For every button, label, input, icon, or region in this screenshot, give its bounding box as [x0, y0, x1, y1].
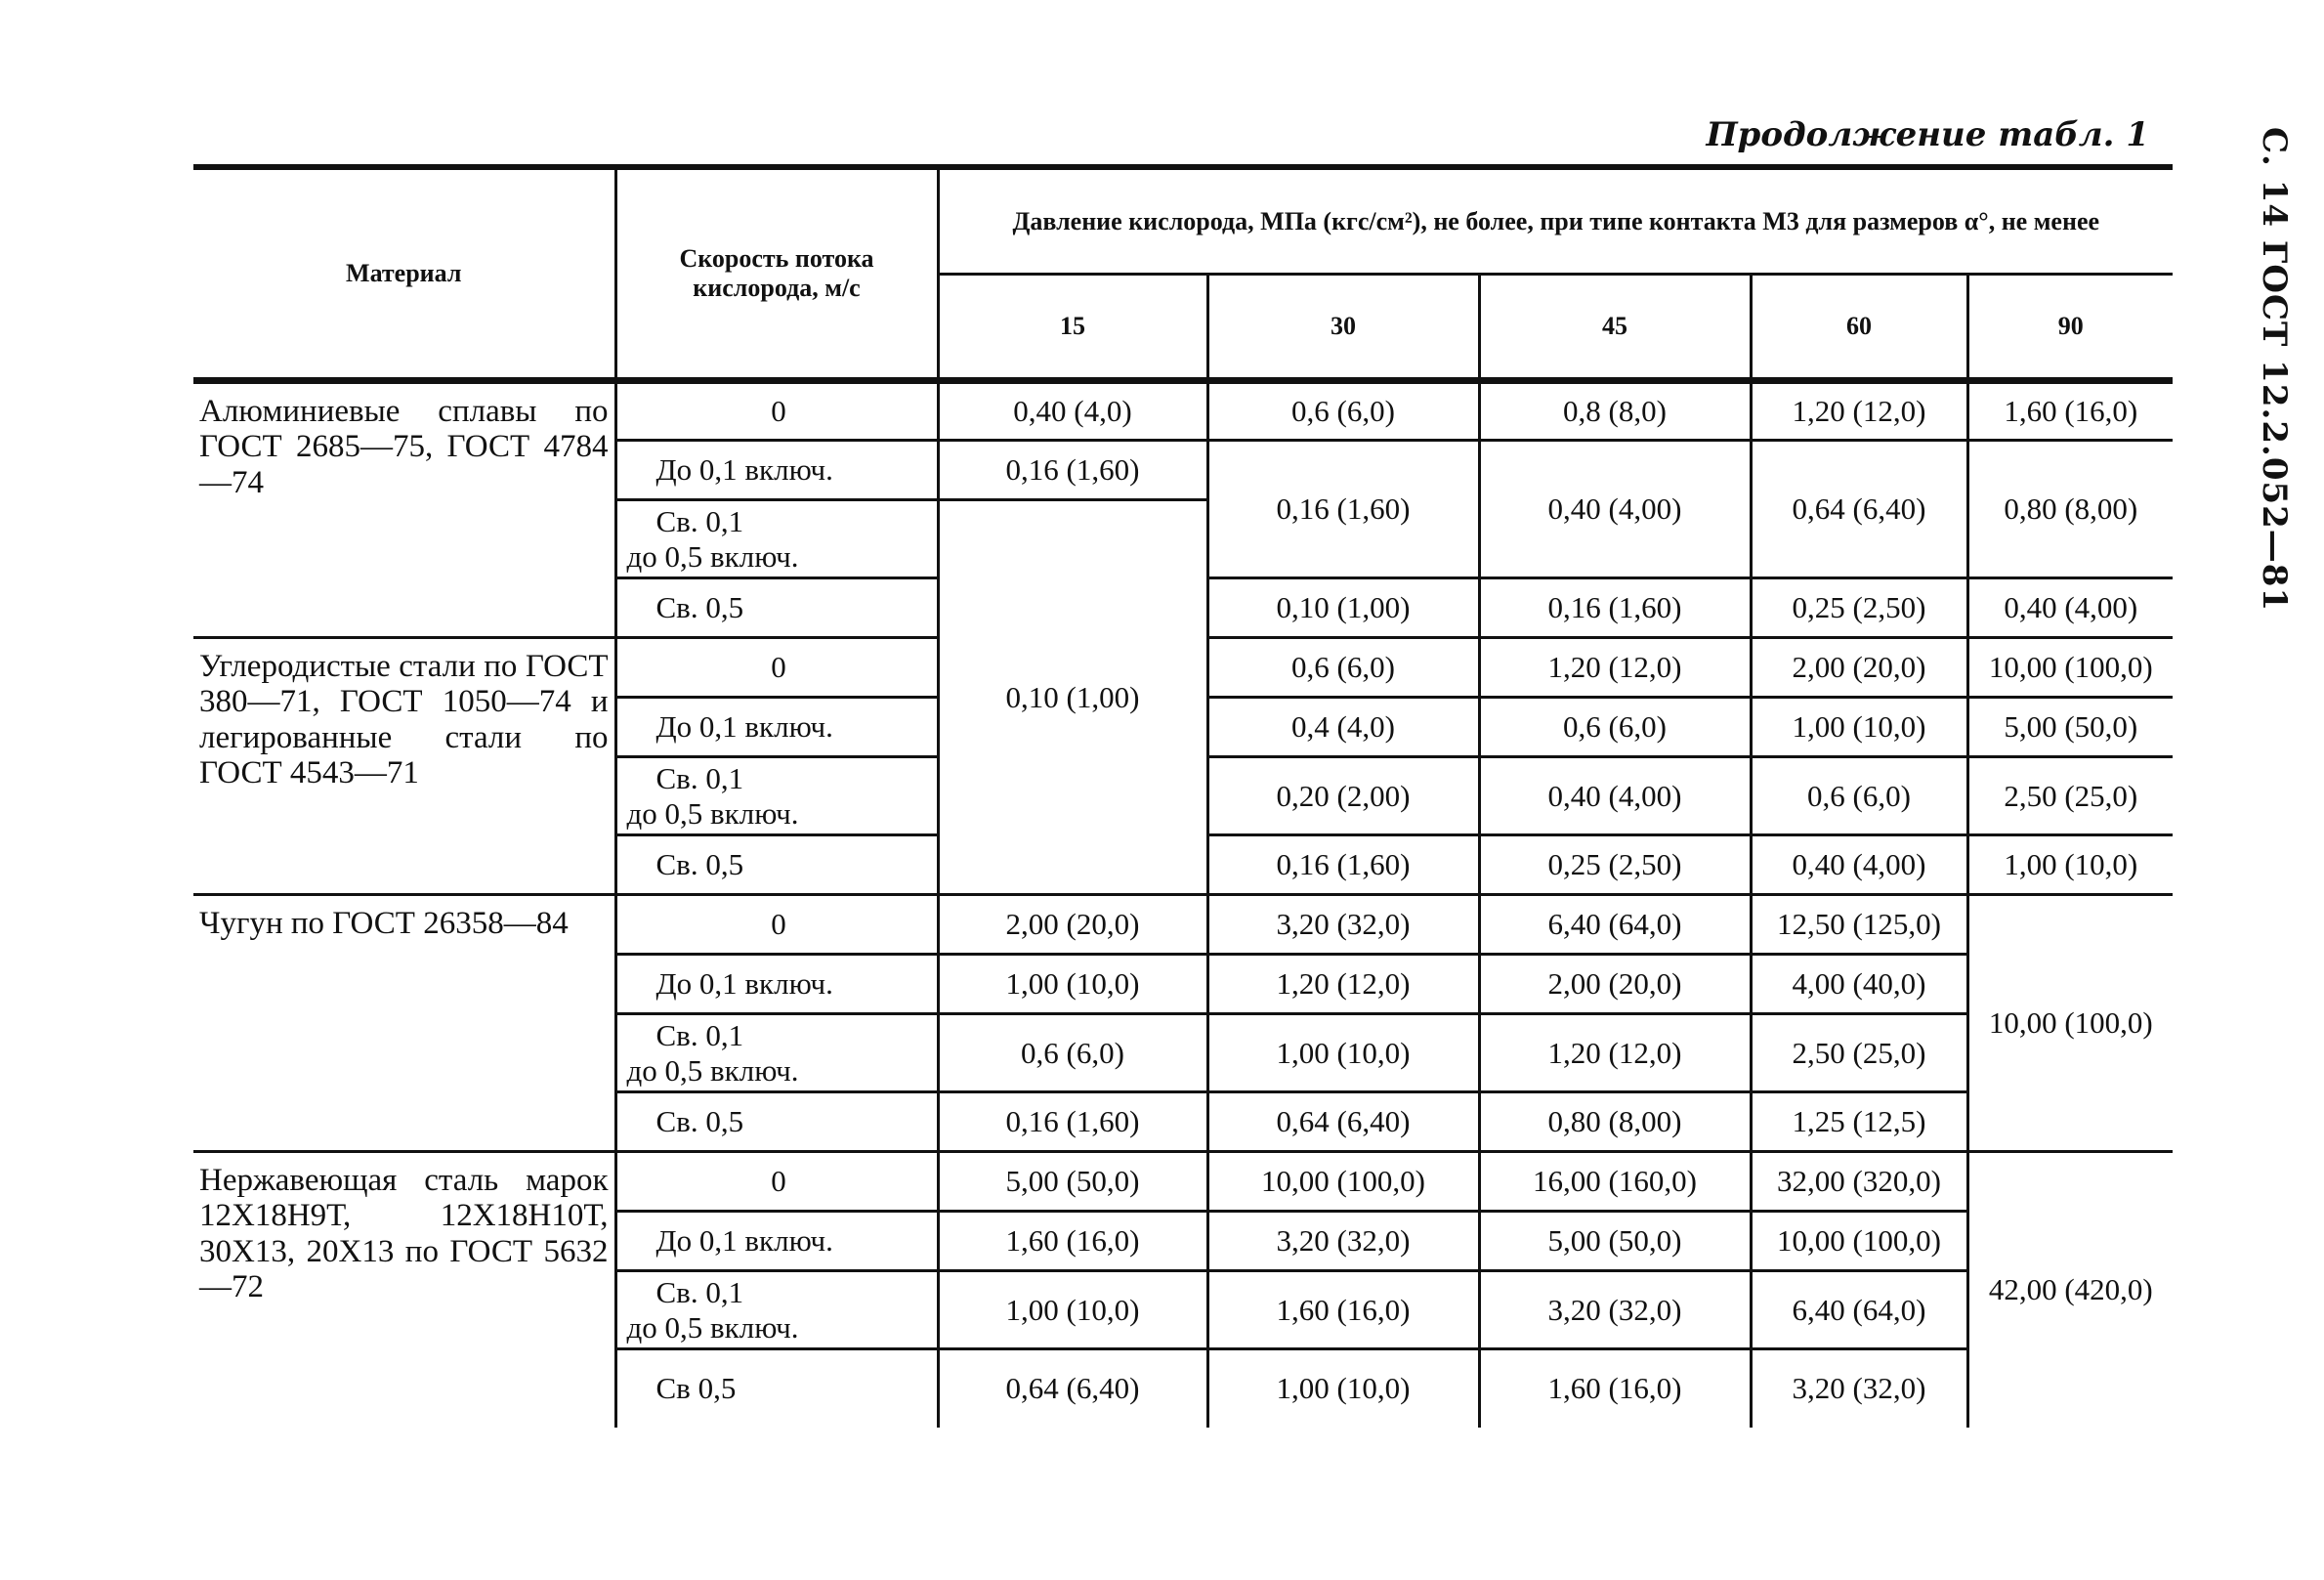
value-cell: 1,25 (12,5) — [1751, 1092, 1967, 1152]
value-cell: 0,6 (6,0) — [1207, 638, 1479, 698]
speed-line: до 0,5 включ. — [626, 1309, 799, 1345]
page-standard-label: С. 14 ГОСТ 12.2.052—81 — [2255, 127, 2294, 613]
value-cell: 1,20 (12,0) — [1207, 955, 1479, 1014]
speed-cell: До 0,1 включ. — [615, 698, 938, 757]
value-cell: 10,00 (100,0) — [1967, 895, 2173, 1152]
value-cell: 1,60 (16,0) — [1967, 381, 2173, 441]
value-cell: 1,20 (12,0) — [1751, 381, 1967, 441]
speed-cell: До 0,1 включ. — [615, 1212, 938, 1271]
value-cell: 0,40 (4,0) — [938, 381, 1207, 441]
value-cell: 1,00 (10,0) — [938, 955, 1207, 1014]
value-cell: 0,80 (8,00) — [1967, 441, 2173, 578]
value-cell: 5,00 (50,0) — [938, 1152, 1207, 1212]
value-cell: 0,40 (4,00) — [1751, 835, 1967, 895]
value-cell: 0,6 (6,0) — [1751, 757, 1967, 835]
speed-cell — [615, 1271, 938, 1349]
value-cell: 0,6 (6,0) — [1479, 698, 1751, 757]
value-cell: 6,40 (64,0) — [1751, 1271, 1967, 1349]
value-cell: 6,40 (64,0) — [1479, 895, 1751, 955]
value-cell: 0,10 (1,00) — [1207, 578, 1479, 638]
value-cell: 0,6 (6,0) — [1207, 381, 1479, 441]
speed-cell: 0 — [615, 1152, 938, 1212]
speed-cell: До 0,1 включ. — [615, 955, 938, 1014]
value-cell: 10,00 (100,0) — [1207, 1152, 1479, 1212]
value-cell: 0,16 (1,60) — [1207, 835, 1479, 895]
header-angle: 15 — [938, 275, 1207, 381]
value-cell: 0,16 (1,60) — [938, 1092, 1207, 1152]
speed-cell — [615, 500, 938, 578]
value-cell: 0,40 (4,00) — [1967, 578, 2173, 638]
header-angle: 30 — [1207, 275, 1479, 381]
value-cell: 1,00 (10,0) — [1207, 1014, 1479, 1092]
speed-cell: До 0,1 включ. — [615, 441, 938, 500]
speed-line: до 0,5 включ. — [626, 538, 799, 574]
value-cell: 4,00 (40,0) — [1751, 955, 1967, 1014]
value-cell: 0,80 (8,00) — [1479, 1092, 1751, 1152]
value-cell: 5,00 (50,0) — [1479, 1212, 1751, 1271]
value-cell: 2,00 (20,0) — [1479, 955, 1751, 1014]
speed-cell: Св. 0,5 — [615, 578, 938, 638]
value-cell: 2,00 (20,0) — [938, 895, 1207, 955]
value-cell: 1,00 (10,0) — [1207, 1349, 1479, 1428]
value-cell: 1,00 (10,0) — [1967, 835, 2173, 895]
speed-line: Св. 0,1 — [655, 760, 744, 795]
value-cell: 1,00 (10,0) — [1751, 698, 1967, 757]
value-cell: 12,50 (125,0) — [1751, 895, 1967, 955]
value-cell: 0,64 (6,40) — [938, 1349, 1207, 1428]
speed-line: Св. 0,1 — [655, 503, 744, 538]
value-cell: 3,20 (32,0) — [1207, 1212, 1479, 1271]
value-cell: 2,00 (20,0) — [1751, 638, 1967, 698]
value-cell: 0,4 (4,0) — [1207, 698, 1479, 757]
value-cell: 0,25 (2,50) — [1751, 578, 1967, 638]
speed-cell: Св. 0,5 — [615, 1092, 938, 1152]
material-cell: Чугун по ГОСТ 26358—84 — [193, 895, 615, 1152]
speed-cell: 0 — [615, 895, 938, 955]
value-cell: 0,16 (1,60) — [1207, 441, 1479, 578]
material-cell: Алюминиевые сплавы по ГОСТ 2685—75, ГОСТ 4784—74 — [193, 381, 615, 638]
header-angle: 60 — [1751, 275, 1967, 381]
value-cell: 2,50 (25,0) — [1967, 757, 2173, 835]
value-cell: 0,16 (1,60) — [1479, 578, 1751, 638]
value-cell: 10,00 (100,0) — [1751, 1212, 1967, 1271]
value-cell: 1,60 (16,0) — [1479, 1349, 1751, 1428]
speed-cell — [615, 757, 938, 835]
header-speed: Скорость потока кислорода, м/с — [615, 167, 938, 381]
header-angle: 90 — [1967, 275, 2173, 381]
value-cell: 5,00 (50,0) — [1967, 698, 2173, 757]
value-cell: 0,16 (1,60) — [938, 441, 1207, 500]
speed-cell: Св 0,5 — [615, 1349, 938, 1428]
value-cell: 0,25 (2,50) — [1479, 835, 1751, 895]
header-angle: 45 — [1479, 275, 1751, 381]
header-pressure: Давление кислорода, МПа (кгс/см²), не более, при типе контакта М3 для размеров α°, не менее — [1012, 206, 2100, 235]
value-cell: 3,20 (32,0) — [1479, 1271, 1751, 1349]
value-cell: 0,10 (1,00) — [938, 500, 1207, 895]
speed-cell — [615, 1014, 938, 1092]
value-cell: 1,20 (12,0) — [1479, 1014, 1751, 1092]
speed-line: до 0,5 включ. — [626, 795, 799, 831]
value-cell: 0,6 (6,0) — [938, 1014, 1207, 1092]
oxygen-pressure-table — [193, 164, 2173, 1428]
value-cell: 10,00 (100,0) — [1967, 638, 2173, 698]
value-cell: 0,8 (8,0) — [1479, 381, 1751, 441]
speed-line: Св. 0,1 — [655, 1274, 744, 1309]
value-cell: 2,50 (25,0) — [1751, 1014, 1967, 1092]
speed-cell: 0 — [615, 638, 938, 698]
value-cell: 1,60 (16,0) — [938, 1212, 1207, 1271]
speed-line: до 0,5 включ. — [626, 1052, 799, 1088]
table-continuation-caption: Продолжение табл. 1 — [1706, 115, 2149, 154]
header-material: Материал — [193, 167, 615, 381]
value-cell: 1,60 (16,0) — [1207, 1271, 1479, 1349]
material-cell: Нержавеющая сталь марок 12Х18Н9Т, 12Х18Н10Т, 30Х13, 20Х13 по ГОСТ 5632—72 — [193, 1152, 615, 1428]
value-cell: 42,00 (420,0) — [1988, 1272, 2153, 1307]
value-cell: 0,64 (6,40) — [1207, 1092, 1479, 1152]
value-cell: 16,00 (160,0) — [1479, 1152, 1751, 1212]
value-cell: 32,00 (320,0) — [1751, 1152, 1967, 1212]
material-cell: Углеродистые стали по ГОСТ 380—71, ГОСТ 1050—74 и легированные стали по ГОСТ 4543—71 — [193, 638, 615, 895]
value-cell: 0,64 (6,40) — [1751, 441, 1967, 578]
value-cell: 0,20 (2,00) — [1207, 757, 1479, 835]
speed-line: Св. 0,1 — [655, 1017, 744, 1052]
value-cell: 1,00 (10,0) — [938, 1271, 1207, 1349]
value-cell: 1,20 (12,0) — [1479, 638, 1751, 698]
value-cell: 3,20 (32,0) — [1207, 895, 1479, 955]
speed-cell: Св. 0,5 — [615, 835, 938, 895]
value-cell: 0,40 (4,00) — [1479, 757, 1751, 835]
value-cell: 0,40 (4,00) — [1479, 441, 1751, 578]
speed-cell: 0 — [615, 381, 938, 441]
value-cell: 3,20 (32,0) — [1751, 1349, 1967, 1428]
